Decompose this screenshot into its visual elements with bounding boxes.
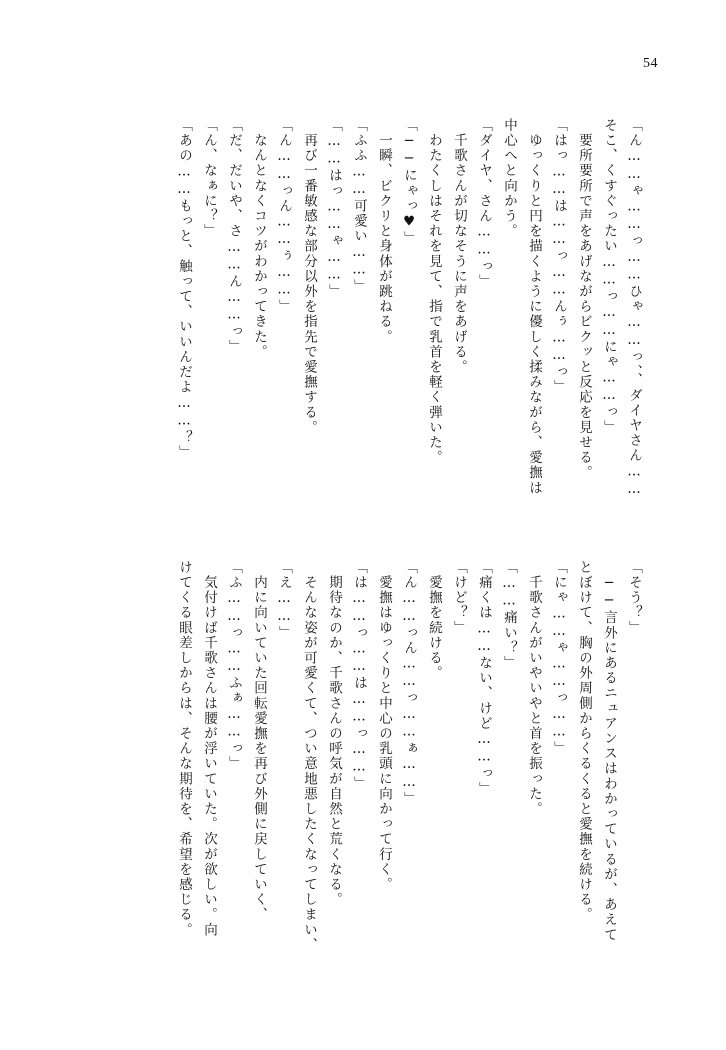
text-line: 中心へと向かう。 [501,118,517,239]
text-line: 「はっ……は……っ……んぅ……っ」 [551,118,567,395]
text-line: 気付けば千歌さんは腰が浮いていた。次が欲しい。向 [201,560,217,938]
text-line: わたくしはそれを見て、指で乳首を軽く弾いた。 [426,118,442,466]
text-line: 「だ、だいや、さ……ん……っ」 [226,118,242,355]
text-line: ゆっくりと円を描くように優しく揉みながら、愛撫は [526,118,542,496]
text-line: 「けど？」 [451,560,467,636]
text-line: 一瞬、ビクリと身体が跳ねる。 [376,118,392,345]
text-line: 「え……」 [276,560,292,641]
text-line: 「──にゃっ♥」 [401,118,417,247]
text-line: 愛撫を続ける。 [426,560,442,681]
text-line: 愛撫はゆっくりと中心の乳頭に向かって行く。 [376,560,392,893]
text-line: 「あの……もっと、触って、いいんだよ……？」 [176,118,192,461]
text-line: 「ん……ゃ……っ……ひゃ……っ、、ダイヤさん…… [626,118,642,499]
text-line: 「ん……っん……っ……ぁ……」 [401,560,417,807]
text-line: 「ふふ……可愛い……」 [351,118,367,295]
text-line: 「ん……っん……ぅ……」 [276,118,292,315]
page-number: 54 [643,56,658,71]
text-block-top [86,118,640,518]
text-line: そこ、くすぐったい……っ……にゃ……っ」 [601,118,617,435]
text-line: 「ん、なぁに？」 [201,118,217,239]
text-block-bottom [86,560,640,980]
text-line: 要所要所で声をあげながらビクッと反応を見せる。 [576,118,592,481]
text-line: なんとなくコツがわかってきた。 [251,118,267,360]
text-line: 期待なのか、千歌さんの呼気が自然と荒くなる。 [326,560,342,908]
text-line: 「そう？」 [626,560,642,636]
text-line: 「ダイヤ、さん……っ」 [476,118,492,290]
text-line: 「……痛い？」 [501,560,517,671]
text-line: けてくる眼差しからは、そんな期待を、希望を感じる。 [176,560,192,938]
text-line: 千歌さんがいやいやと首を振った。 [526,560,542,817]
text-line: 「は……っ……は……っ……」 [351,560,367,792]
text-line: 千歌さんが切なそうに声をあげる。 [451,118,467,375]
text-line: 内に向いていた回転愛撫を再び外側に戻していく、 [251,560,267,923]
text-line: 「ふ……っ……ふぁ……っ」 [226,560,242,772]
text-line: とぼけて、胸の外周側からくるくると愛撫を続ける。 [576,560,592,923]
text-line: ──言外にあるニュアンスはわかっているが、あえて [601,560,617,943]
text-line: そんな姿が可愛くて、つい意地悪したくなってしまい、 [301,560,317,953]
text-line: 「痛くは……ない、けど……っ」 [476,560,492,797]
text-line: 「にゃ……ゃ……っ……」 [551,560,567,757]
text-line: 「……はっ……ゃ……」 [326,118,342,300]
text-line: 再び一番敏感な部分以外を指先で愛撫する。 [301,118,317,436]
